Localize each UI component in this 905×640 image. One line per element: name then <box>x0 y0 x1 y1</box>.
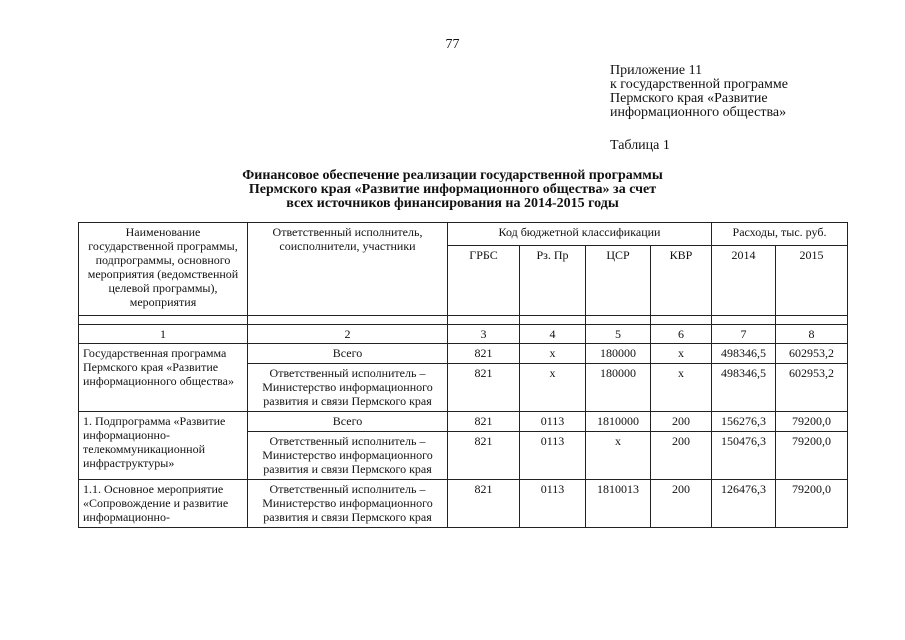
expense-2014-cell: 498346,5 <box>712 344 776 364</box>
header-expenses: Расходы, тыс. руб. <box>712 223 848 246</box>
grbs-cell: 821 <box>448 364 520 412</box>
csr-cell: 1810013 <box>586 480 651 528</box>
program-name: Государственная программа Пермского края «Развитие информационного общества» <box>79 344 248 412</box>
expense-2015-cell: 602953,2 <box>776 364 848 412</box>
column-number: 3 <box>448 325 520 344</box>
column-number: 5 <box>586 325 651 344</box>
column-number: 4 <box>520 325 586 344</box>
executor-cell: Всего <box>248 412 448 432</box>
csr-cell: x <box>586 432 651 480</box>
expense-2014-cell: 150476,3 <box>712 432 776 480</box>
header-2014: 2014 <box>712 246 776 316</box>
document-title <box>0 169 905 211</box>
kvr-cell: 200 <box>651 412 712 432</box>
header-csr: ЦСР <box>586 246 651 316</box>
page-number: 77 <box>445 37 460 52</box>
header-grbs: ГРБС <box>448 246 520 316</box>
expense-2015-cell: 79200,0 <box>776 480 848 528</box>
expense-2014-cell: 156276,3 <box>712 412 776 432</box>
table-row <box>79 344 848 364</box>
financing-table <box>78 222 848 528</box>
header-budget-code: Код бюджетной классификации <box>448 223 712 246</box>
rzpr-cell: x <box>520 344 586 364</box>
grbs-cell: 821 <box>448 480 520 528</box>
appendix-note <box>610 64 788 120</box>
kvr-cell: 200 <box>651 480 712 528</box>
table-label: Таблица 1 <box>610 138 670 153</box>
grbs-cell: 821 <box>448 432 520 480</box>
column-number: 6 <box>651 325 712 344</box>
table-row <box>79 480 848 528</box>
csr-cell: 1810000 <box>586 412 651 432</box>
spacer-row <box>79 316 848 325</box>
rzpr-cell: 0113 <box>520 480 586 528</box>
appendix-line: информационного общества» <box>610 105 787 120</box>
grbs-cell: 821 <box>448 344 520 364</box>
csr-cell: 180000 <box>586 364 651 412</box>
executor-cell: Ответственный исполнитель – Министерство информационного развития и связи Пермского края <box>248 432 448 480</box>
header-kvr: КВР <box>651 246 712 316</box>
table-row <box>79 412 848 432</box>
main-activity-name: 1.1. Основное мероприятие «Сопровождение и развитие информационно- <box>79 480 248 528</box>
expense-2014-cell: 126476,3 <box>712 480 776 528</box>
kvr-cell: x <box>651 344 712 364</box>
kvr-cell: 200 <box>651 432 712 480</box>
column-number-row <box>79 325 848 344</box>
expense-2015-cell: 602953,2 <box>776 344 848 364</box>
header-2015: 2015 <box>776 246 848 316</box>
kvr-cell: x <box>651 364 712 412</box>
expense-2014-cell: 498346,5 <box>712 364 776 412</box>
header-name: Наименование государственной программы, подпрограммы, основного мероприятия (ведомственной целевой программы), мероприятия <box>79 223 248 316</box>
expense-2015-cell: 79200,0 <box>776 432 848 480</box>
header-row <box>79 223 848 246</box>
header-executor: Ответственный исполнитель, соисполнители, участники <box>248 223 448 316</box>
csr-cell: 180000 <box>586 344 651 364</box>
subprogram-name: 1. Подпрограмма «Развитие информационно-телекоммуникационной инфраструктуры» <box>79 412 248 480</box>
column-number: 7 <box>712 325 776 344</box>
rzpr-cell: 0113 <box>520 432 586 480</box>
expense-2015-cell: 79200,0 <box>776 412 848 432</box>
grbs-cell: 821 <box>448 412 520 432</box>
header-rzpr: Рз. Пр <box>520 246 586 316</box>
appendix-line: к государственной программе <box>610 77 788 92</box>
title-line: Пермского края «Развитие информационного общества» за счет <box>248 182 657 197</box>
appendix-line: Пермского края «Развитие <box>610 91 768 106</box>
title-line: всех источников финансирования на 2014-2015 годы <box>286 196 619 211</box>
column-number: 1 <box>79 325 248 344</box>
column-number: 2 <box>248 325 448 344</box>
executor-cell: Всего <box>248 344 448 364</box>
title-line: Финансовое обеспечение реализации государственной программы <box>242 168 663 183</box>
appendix-line: Приложение 11 <box>610 63 703 78</box>
rzpr-cell: x <box>520 364 586 412</box>
executor-cell: Ответственный исполнитель – Министерство информационного развития и связи Пермского края <box>248 364 448 412</box>
rzpr-cell: 0113 <box>520 412 586 432</box>
executor-cell: Ответственный исполнитель – Министерство информационного развития и связи Пермского края <box>248 480 448 528</box>
column-number: 8 <box>776 325 848 344</box>
